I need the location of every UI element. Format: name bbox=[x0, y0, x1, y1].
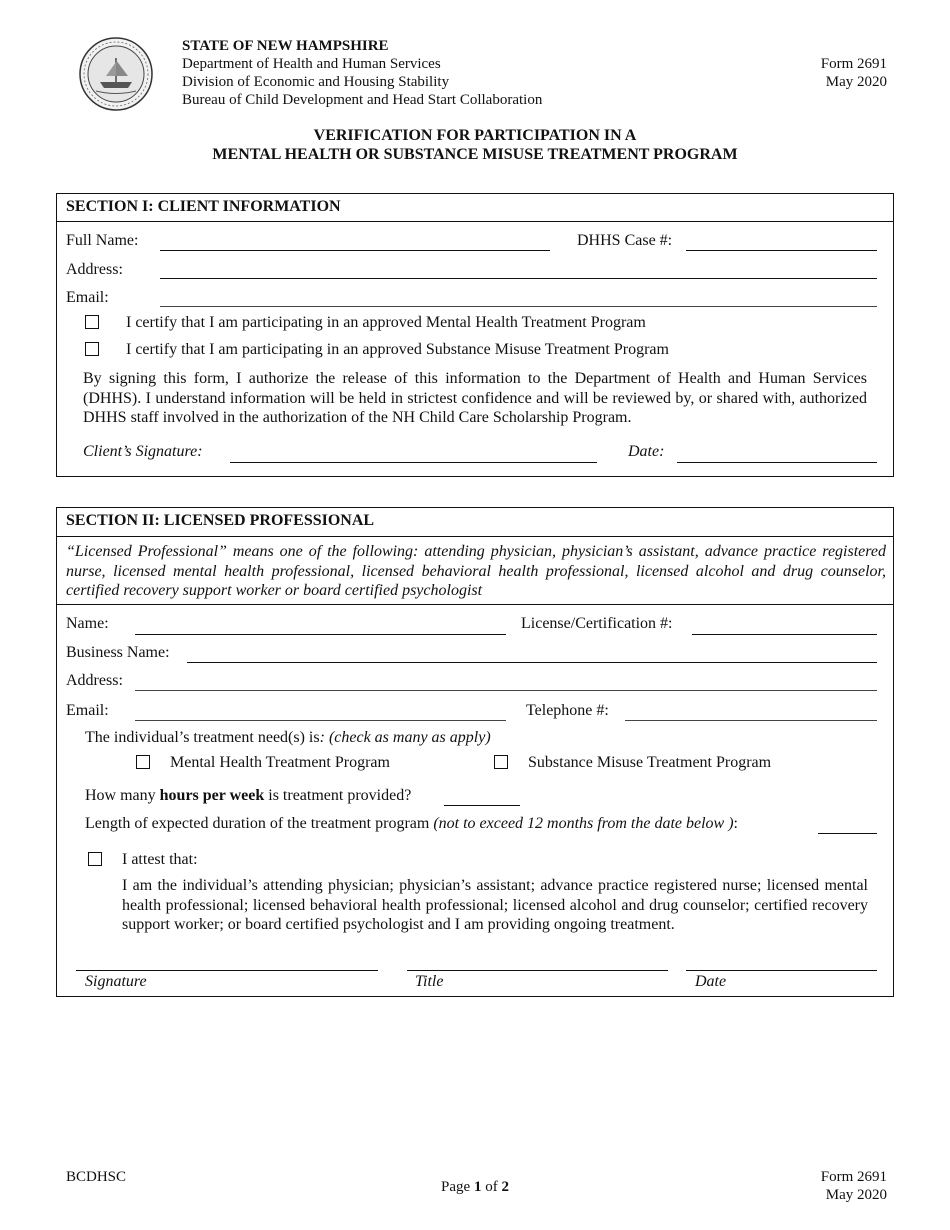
professional-date-label: Date bbox=[695, 973, 727, 990]
professional-address-field[interactable] bbox=[135, 690, 877, 691]
section2-divider-top bbox=[56, 536, 894, 537]
client-signature-field[interactable] bbox=[230, 462, 597, 463]
professional-title-label: Title bbox=[415, 973, 444, 990]
business-name-field[interactable] bbox=[187, 662, 877, 663]
hours-bold: hours per week bbox=[159, 787, 265, 804]
form-date: May 2020 bbox=[825, 74, 887, 90]
page-current: 1 bbox=[473, 1179, 482, 1195]
page-mid: of bbox=[481, 1179, 502, 1195]
certify-mental-health-checkbox[interactable] bbox=[85, 315, 99, 329]
duration-question bbox=[85, 815, 738, 833]
page-total: 2 bbox=[501, 1179, 509, 1195]
full-name-field[interactable] bbox=[160, 250, 550, 251]
professional-address-label: Address: bbox=[66, 672, 123, 689]
certify-substance-misuse-checkbox[interactable] bbox=[85, 342, 99, 356]
professional-name-field[interactable] bbox=[135, 634, 506, 635]
client-email-label: Email: bbox=[66, 289, 109, 306]
bureau-name: Bureau of Child Development and Head Start Collaboration bbox=[182, 92, 543, 108]
state-name: STATE OF NEW HAMPSHIRE bbox=[182, 38, 389, 54]
client-address-field[interactable] bbox=[160, 278, 877, 279]
professional-email-label: Email: bbox=[66, 702, 109, 719]
division-name: Division of Economic and Housing Stability bbox=[182, 74, 450, 90]
professional-signature-field[interactable] bbox=[76, 970, 378, 971]
treatment-need-note: : (check as many as apply) bbox=[319, 729, 491, 746]
professional-signature-label: Signature bbox=[85, 973, 147, 990]
client-email-field[interactable] bbox=[160, 306, 877, 307]
need-mental-health-checkbox[interactable] bbox=[136, 755, 150, 769]
telephone-field[interactable] bbox=[625, 720, 877, 721]
license-number-field[interactable] bbox=[692, 634, 877, 635]
license-number-label: License/Certification #: bbox=[521, 615, 673, 632]
certify-substance-misuse-label: I certify that I am participating in an approved Substance Misuse Treatment Program bbox=[126, 341, 669, 358]
need-mental-health-label: Mental Health Treatment Program bbox=[170, 754, 390, 771]
need-substance-misuse-checkbox[interactable] bbox=[494, 755, 508, 769]
form-number: Form 2691 bbox=[820, 56, 887, 72]
case-number-label: DHHS Case #: bbox=[577, 232, 673, 249]
section-client-information bbox=[56, 193, 894, 477]
attestation-statement: I am the individual’s attending physician; physician’s assistant; advance practice registered nurse; licensed mental health professional; licensed behavioral health professional; licensed alcohol and drug counselor; certified recovery support worker; or board certified psychologist and I am providing ongoing treatment. bbox=[122, 877, 868, 933]
duration-field[interactable] bbox=[818, 833, 877, 834]
professional-title-field[interactable] bbox=[407, 970, 668, 971]
section2-divider-definition bbox=[56, 604, 894, 605]
section2-heading: SECTION II: LICENSED PROFESSIONAL bbox=[66, 512, 375, 529]
business-name-label: Business Name: bbox=[66, 644, 170, 661]
client-date-field[interactable] bbox=[677, 462, 877, 463]
full-name-label: Full Name: bbox=[66, 232, 139, 249]
duration-note: (not to exceed 12 months from the date below ) bbox=[433, 815, 734, 832]
client-date-label: Date: bbox=[628, 443, 665, 460]
hours-post: is treatment provided? bbox=[264, 787, 412, 804]
footer-form-date: May 2020 bbox=[825, 1187, 887, 1203]
form-title-line1: VERIFICATION FOR PARTICIPATION IN A bbox=[313, 127, 637, 144]
hours-per-week-field[interactable] bbox=[444, 805, 520, 806]
footer-form-number: Form 2691 bbox=[820, 1169, 887, 1185]
authorization-statement: By signing this form, I authorize the release of this information to the Department of Health and Human Services (DHHS). I understand information will be held in strictest confidence and will be reviewed by, or shared with, authorized DHHS staff involved in the authorization of the NH Child Care Scholarship Program. bbox=[83, 370, 867, 426]
hours-per-week-question bbox=[85, 787, 411, 805]
page-pre: Page bbox=[441, 1179, 474, 1195]
footer-bureau-code: BCDHSC bbox=[66, 1169, 127, 1185]
treatment-need-text: The individual’s treatment need(s) is bbox=[85, 729, 320, 746]
department-name: Department of Health and Human Services bbox=[182, 56, 441, 72]
attest-label: I attest that: bbox=[122, 851, 198, 868]
page-number bbox=[0, 1178, 950, 1196]
treatment-need-prompt bbox=[85, 729, 491, 747]
professional-email-field[interactable] bbox=[135, 720, 506, 721]
case-number-field[interactable] bbox=[686, 250, 877, 251]
state-seal-logo bbox=[78, 36, 154, 112]
licensed-professional-definition: “Licensed Professional” means one of the following: attending physician, physician’s assistant, advance practice registered nurse, licensed mental health professional, licensed behavioral health professional, licensed alcohol and drug counselor, certified recovery support worker or board certified psychologist bbox=[66, 543, 886, 599]
section1-heading: SECTION I: CLIENT INFORMATION bbox=[66, 198, 341, 215]
duration-colon: : bbox=[733, 815, 738, 832]
telephone-label: Telephone #: bbox=[526, 702, 609, 719]
professional-date-field[interactable] bbox=[686, 970, 877, 971]
duration-text: Length of expected duration of the treatment program bbox=[85, 815, 434, 832]
professional-name-label: Name: bbox=[66, 615, 109, 632]
need-substance-misuse-label: Substance Misuse Treatment Program bbox=[528, 754, 772, 771]
client-signature-label: Client’s Signature: bbox=[83, 443, 203, 460]
attest-checkbox[interactable] bbox=[88, 852, 102, 866]
client-address-label: Address: bbox=[66, 261, 123, 278]
section1-divider bbox=[56, 221, 894, 222]
hours-pre: How many bbox=[85, 787, 160, 804]
form-title-line2: MENTAL HEALTH OR SUBSTANCE MISUSE TREATMENT PROGRAM bbox=[212, 146, 738, 163]
certify-mental-health-label: I certify that I am participating in an approved Mental Health Treatment Program bbox=[126, 314, 646, 331]
